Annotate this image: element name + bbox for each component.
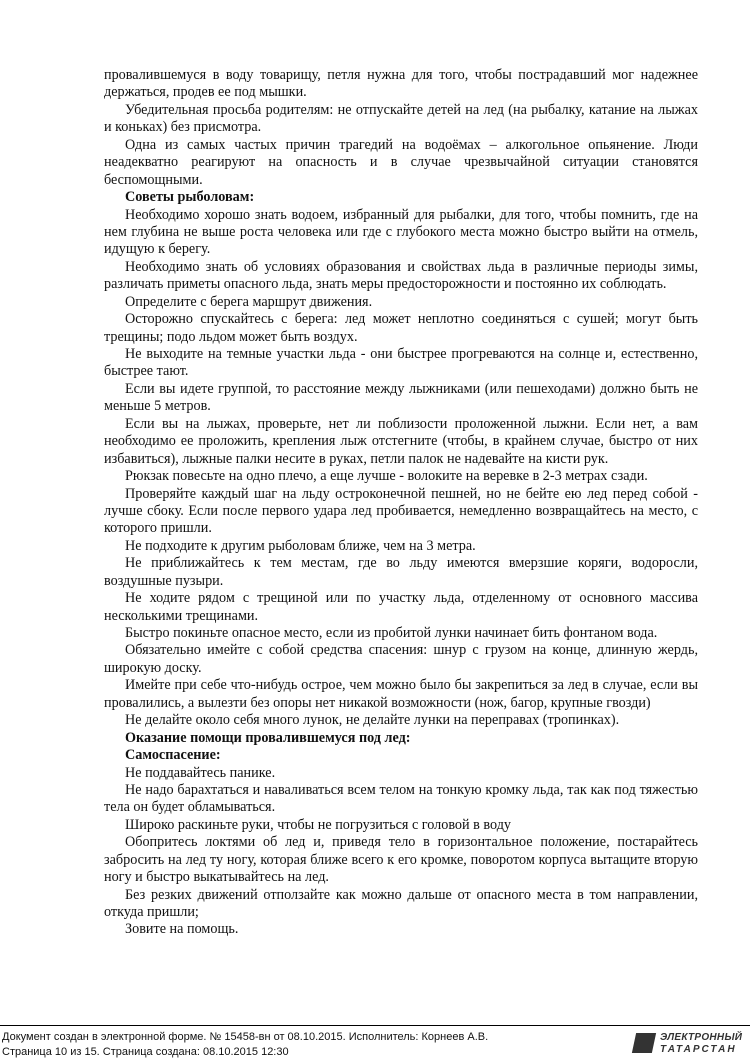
paragraph: Рюкзак повесьте на одно плечо, а еще лучше - волоките на веревке в 2-3 метрах сзади. xyxy=(125,468,648,485)
section-heading: Советы рыболовам: xyxy=(125,189,255,206)
paragraph: Убедительная просьба родителям: не отпускайте детей на лед (на рыбалку, катание на лыжах и коньках) без присмотра. xyxy=(104,101,698,136)
paragraph: Определите с берега маршрут движения. xyxy=(125,293,373,310)
paragraph: Быстро покиньте опасное место, если из пробитой лунки начинает бить фонтаном вода. xyxy=(125,625,658,641)
paragraph: Одна из самых частых причин трагедий на водоёмах – алкогольное опьянение. Люди неадекватно реагируют на опасность и в случае чрезвычайной ситуации становятся беспомощными. xyxy=(104,136,698,188)
paragraph: Не ходите рядом с трещиной или по участку льда, отделенному от основного массива несколькими трещинами. xyxy=(104,590,698,624)
logo-text-line2: ТАТАРСТАН xyxy=(660,1044,737,1055)
paragraph: Осторожно спускайтесь с берега: лед может неплотно соединяться с сушей; могут быть трещины; подо льдом может быть воздух. xyxy=(104,311,698,345)
paragraph: Необходимо хорошо знать водоем, избранный для рыбалки, для того, чтобы помнить, где на нем глубина не выше роста человека или где с глубокого места можно быстро выйти на отмель, идущую к берегу. xyxy=(104,206,698,258)
footer-page-info: Страница 10 из 15. Страница создана: 08.10.2015 12:30 xyxy=(2,1046,289,1058)
paragraph: Если вы на лыжах, проверьте, нет ли поблизости проложенной лыжни. Если нет, а вам необходимо ее проложить, крепления лыж отстегните (чтобы, в крайнем случае, быстро от них избавиться), лыжные палки несите в руках, петли палок не надевайте на кисти рук. xyxy=(104,415,698,467)
document-body xyxy=(104,67,698,939)
paragraph: Если вы идете группой, то расстояние между лыжниками (или пешеходами) должно быть не меньше 5 метров. xyxy=(104,380,698,415)
footer-document-info: Документ создан в электронной форме. № 15458-вн от 08.10.2015. Исполнитель: Корнеев А.В. xyxy=(2,1031,489,1043)
paragraph: Зовите на помощь. xyxy=(125,921,239,938)
paragraph: Имейте при себе что-нибудь острое, чем можно было бы закрепиться за лед в случае, если вы провалились, а вылезти без опоры нет никакой возможности (нож, багор, крупные гвозди) xyxy=(104,677,698,711)
paragraph: Обязательно имейте с собой средства спасения: шнур с грузом на конце, длинную жердь, широкую доску. xyxy=(104,642,698,676)
paragraph: Не делайте около себя много лунок, не делайте лунки на переправах (тропинках). xyxy=(125,712,620,729)
logo-text-line1: ЭЛЕКТРОННЫЙ xyxy=(660,1032,743,1043)
paragraph: Проверяйте каждый шаг на льду остроконечной пешней, но не бейте ею лед перед собой - лучше сбоку. Если после первого удара лед пробивается, немедленно возвращайтесь на место, с которого пришли. xyxy=(104,485,698,537)
footer-divider xyxy=(0,1025,750,1026)
electronic-tatarstan-logo xyxy=(634,1030,746,1058)
logo-mark-icon xyxy=(632,1033,656,1053)
paragraph: Широко раскиньте руки, чтобы не погрузиться с головой в воду xyxy=(125,816,512,833)
paragraph: Не надо барахтаться и наваливаться всем телом на тонкую кромку льда, так как под тяжестью тела он будет обламываться. xyxy=(104,781,698,816)
section-heading: Оказание помощи провалившемуся под лед: xyxy=(125,729,411,746)
paragraph: Не приближайтесь к тем местам, где во льду имеются вмерзшие коряги, водоросли, воздушные пузыри. xyxy=(104,555,698,589)
paragraph: Не выходите на темные участки льда - они быстрее прогреваются на солнце и, естественно, быстрее тают. xyxy=(104,346,698,380)
paragraph: Не подходите к другим рыболовам ближе, чем на 3 метра. xyxy=(125,537,476,554)
paragraph: Не поддавайтесь панике. xyxy=(125,764,276,781)
paragraph: Обопритесь локтями об лед и, приведя тело в горизонтальное положение, постарайтесь забросить на лед ту ногу, которая ближе всего к его кромке, поворотом корпуса вытащите вторую ногу и быстро выкатывайтесь на лед. xyxy=(104,834,698,886)
paragraph: Необходимо знать об условиях образования и свойствах льда в различные периоды зимы, различать приметы опасного льда, знать меры предосторожности и постоянно их соблюдать. xyxy=(104,258,698,293)
paragraph: провалившемуся в воду товарищу, петля нужна для того, чтобы пострадавший мог надежнее держаться, продев ее под мышки. xyxy=(104,67,698,101)
section-heading: Самоспасение: xyxy=(125,747,221,764)
paragraph: Без резких движений отползайте как можно дальше от опасного места в том направлении, откуда пришли; xyxy=(104,886,698,920)
